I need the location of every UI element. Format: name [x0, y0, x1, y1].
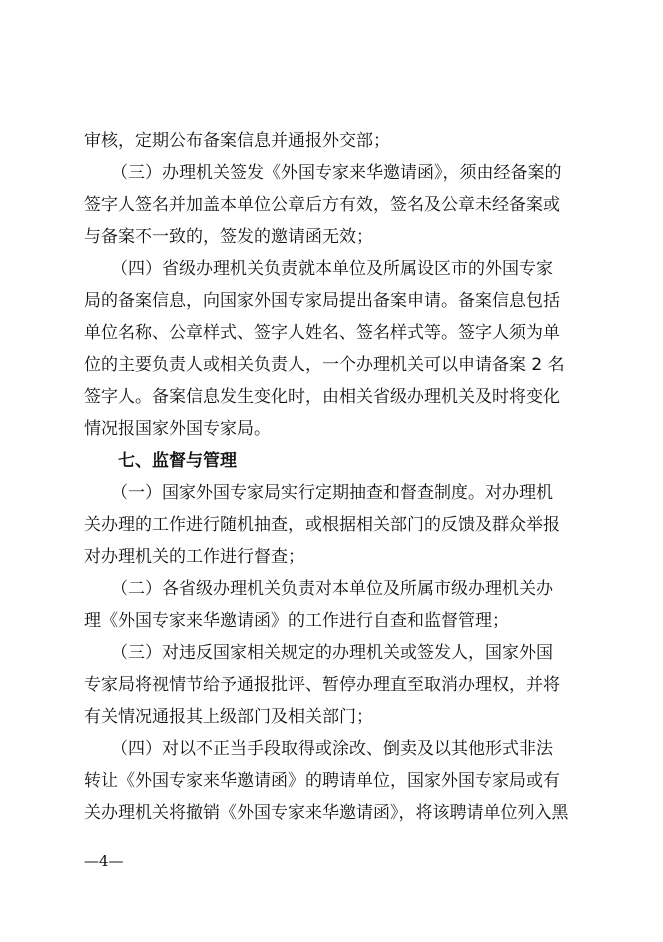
text-line — [0, 190, 663, 220]
text-line — [0, 318, 663, 348]
section-heading — [0, 446, 663, 476]
text-line-content: （四）对以不正当手段取得或涂改、倒卖及以其他形式非法 — [111, 739, 553, 759]
text-line — [0, 638, 663, 668]
text-line-content: 情况报国家外国专家局。 — [84, 419, 271, 439]
text-line — [0, 510, 663, 540]
text-line-content: 局的备案信息，向国家外国专家局提出备案申请。备案信息包括 — [84, 291, 560, 311]
text-line — [0, 158, 663, 188]
text-line-content: 审核，定期公布备案信息并通报外交部； — [84, 131, 390, 151]
text-line — [0, 414, 663, 444]
text-line-content: （二）各省级办理机关负责对本单位及所属市级办理机关办 — [111, 579, 553, 599]
text-line-content: 位的主要负责人或相关负责人，一个办理机关可以申请备案 2 名 — [84, 355, 565, 375]
text-line-content: 签字人。备案信息发生变化时，由相关省级办理机关及时将变化 — [84, 387, 560, 407]
text-line — [0, 286, 663, 316]
text-line — [0, 478, 663, 508]
text-line — [0, 254, 663, 284]
text-line-content: 签字人签名并加盖本单位公章后方有效，签名及公章未经备案或 — [84, 195, 560, 215]
text-line — [0, 702, 663, 732]
text-line-content: 关办理的工作进行随机抽查，或根据相关部门的反馈及群众举报 — [84, 515, 560, 535]
text-line — [0, 734, 663, 764]
text-line-content: 与备案不一致的，签发的邀请函无效； — [84, 227, 373, 247]
text-line-content: 对办理机关的工作进行督查； — [84, 547, 305, 567]
text-line-content: 转让《外国专家来华邀请函》的聘请单位，国家外国专家局或有 — [84, 771, 560, 791]
text-line-content: 有关情况通报其上级部门及相关部门； — [84, 707, 373, 727]
text-line-content: 理《外国专家来华邀请函》的工作进行自查和监督管理； — [84, 611, 509, 631]
text-line-content: （三）对违反国家相关规定的办理机关或签发人，国家外国 — [111, 643, 553, 663]
text-line — [0, 126, 663, 156]
text-line — [0, 222, 663, 252]
text-line — [0, 574, 663, 604]
text-line-content: （四）省级办理机关负责就本单位及所属设区市的外国专家 — [111, 259, 553, 279]
text-line — [0, 350, 663, 380]
section-heading-text: 七、监督与管理 — [118, 451, 237, 471]
text-line — [0, 606, 663, 636]
text-line-content: （一）国家外国专家局实行定期抽查和督查制度。对办理机 — [111, 483, 553, 503]
text-line — [0, 670, 663, 700]
text-line — [0, 798, 663, 828]
text-line — [0, 542, 663, 572]
page-number: —4— — [84, 852, 124, 870]
text-line — [0, 766, 663, 796]
text-line-content: 关办理机关将撤销《外国专家来华邀请函》，将该聘请单位列入黑 — [84, 803, 569, 823]
text-line-content: （三）办理机关签发《外国专家来华邀请函》，须由经备案的 — [111, 163, 562, 183]
text-line — [0, 382, 663, 412]
text-line-content: 专家局将视情节给予通报批评、暂停办理直至取消办理权，并将 — [84, 675, 560, 695]
text-line-content: 单位名称、公章样式、签字人姓名、签名样式等。签字人须为单 — [84, 323, 560, 343]
